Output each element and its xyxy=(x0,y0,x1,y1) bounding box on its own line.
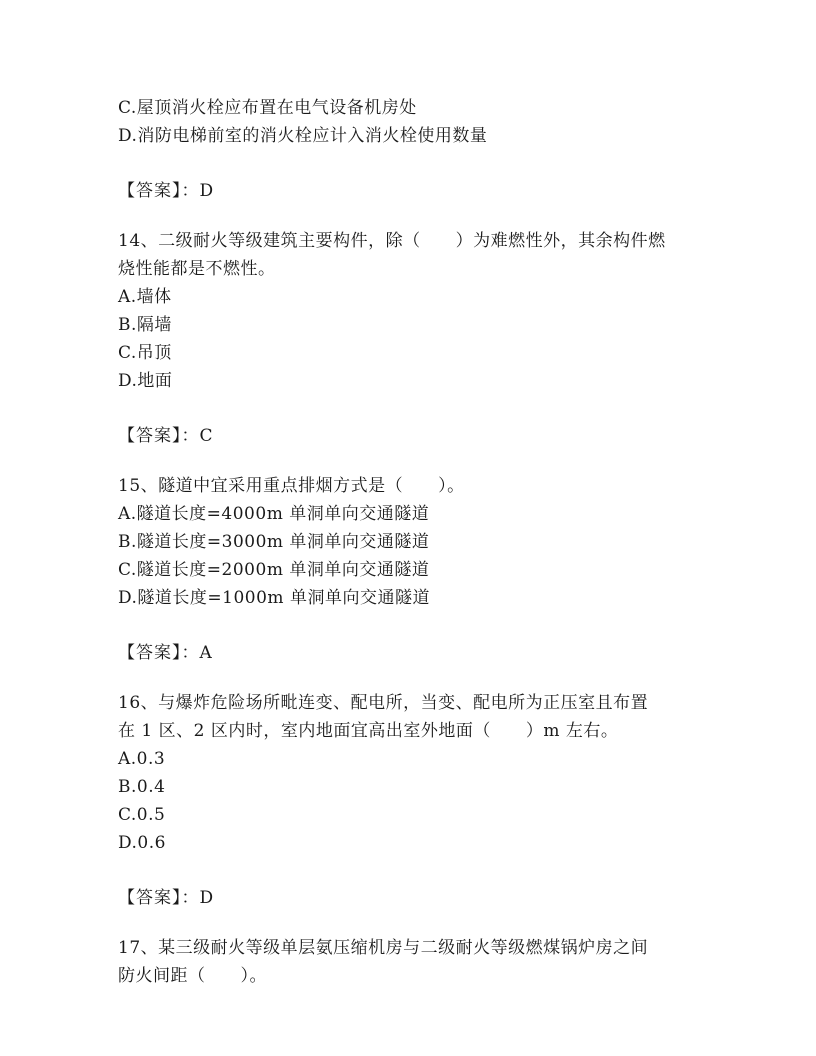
option-b: B.0.4 xyxy=(118,777,166,797)
document-page xyxy=(118,94,698,990)
answer-label: 【答案】：C xyxy=(118,426,214,446)
prev-question xyxy=(118,94,698,205)
option-c: C.吊顶 xyxy=(118,343,172,363)
option-d: D.消防电梯前室的消火栓应计入消火栓使用数量 xyxy=(118,126,488,146)
option-b: B.隔墙 xyxy=(118,315,172,335)
option-b: B.隧道长度=3000m 单洞单向交通隧道 xyxy=(118,532,430,552)
option-d: D.隧道长度=1000m 单洞单向交通隧道 xyxy=(118,588,430,608)
answer-label: 【答案】：D xyxy=(118,888,215,908)
question-stem: 14、二级耐火等级建筑主要构件，除（ ）为难燃性外，其余构件燃 xyxy=(118,231,666,251)
option-a: A.0.3 xyxy=(118,749,166,769)
question-stem-cont: 防火间距（ ）。 xyxy=(118,966,267,986)
question-14 xyxy=(118,227,698,450)
option-d: D.地面 xyxy=(118,371,173,391)
option-c: C.0.5 xyxy=(118,805,166,825)
question-stem-cont: 烧性能都是不燃性。 xyxy=(118,259,276,279)
option-c: C.屋顶消火栓应布置在电气设备机房处 xyxy=(118,98,417,118)
question-15 xyxy=(118,472,698,667)
question-16 xyxy=(118,689,698,912)
option-a: A.隧道长度=4000m 单洞单向交通隧道 xyxy=(118,504,430,524)
question-stem: 16、与爆炸危险场所毗连变、配电所，当变、配电所为正压室且布置 xyxy=(118,693,649,713)
answer-label: 【答案】：D xyxy=(118,181,215,201)
question-stem-cont: 在 1 区、2 区内时，室内地面宜高出室外地面（ ）m 左右。 xyxy=(118,721,619,741)
question-17 xyxy=(118,934,698,990)
answer-label: 【答案】：A xyxy=(118,643,213,663)
option-a: A.墙体 xyxy=(118,287,172,307)
option-d: D.0.6 xyxy=(118,833,166,853)
question-stem: 15、隧道中宜采用重点排烟方式是（ ）。 xyxy=(118,476,465,496)
option-c: C.隧道长度=2000m 单洞单向交通隧道 xyxy=(118,560,430,580)
question-stem: 17、某三级耐火等级单层氨压缩机房与二级耐火等级燃煤锅炉房之间 xyxy=(118,938,649,958)
